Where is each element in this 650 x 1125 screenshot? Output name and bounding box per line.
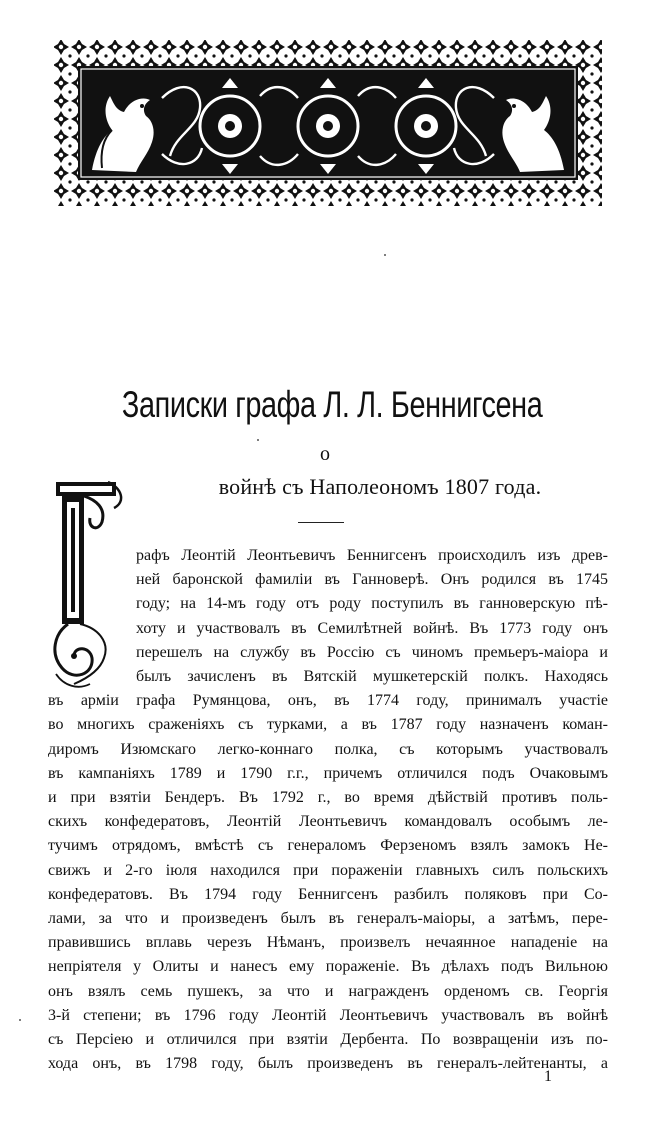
body-line [136, 665, 608, 689]
body-line [48, 738, 608, 762]
body-line-text: ней баронской фамиліи въ Ганноверѣ. Онъ родился въ 1745 [136, 571, 608, 589]
body-line [48, 762, 608, 786]
title-connector: о [320, 443, 330, 465]
body-line-text: хоту и участвовалъ въ Семилѣтней войнѣ. Въ 1773 году онъ [136, 619, 608, 637]
body-line-text: диромъ Изюмскаго легко-коннаго полка, съ которымъ участвовалъ [48, 740, 608, 758]
body-line [48, 786, 608, 810]
body-line-text: свижъ и 2-го іюля находился при пораженіи главныхъ силъ польскихъ [48, 861, 608, 879]
body-line [48, 834, 608, 858]
body-line [136, 641, 608, 665]
body-line [136, 617, 608, 641]
body-line [136, 592, 608, 616]
page-number: 1 [544, 1068, 552, 1085]
title-rule [298, 522, 344, 523]
body-line [48, 689, 608, 713]
body-line-text: во многихъ сраженіяхъ съ турками, а въ 1787 году назначенъ коман- [48, 716, 608, 734]
body-line [48, 1004, 608, 1028]
body-line-text: непріятеля у Олиты и нанесъ ему пораженіе. Въ дѣлахъ подъ Вильною [48, 958, 608, 976]
body-line-text: съ Персіею и отличился при взятіи Дербента. По возвращеніи изъ по- [48, 1031, 608, 1048]
body-line-text: году; на 14-мъ году отъ роду поступилъ въ ганноверскую пѣ- [136, 595, 608, 613]
body-line-text: въ кампаніяхъ 1789 и 1790 г.г., причемъ отличился подъ Очаковымъ [48, 764, 608, 782]
body-line-text: перешелъ на службу въ Россію съ чиномъ премьеръ-маіора и [136, 643, 608, 661]
body-line-text: правившись вплавь черезъ Нѣманъ, произвелъ нечаянное нападеніе на [48, 934, 608, 952]
body-line [48, 883, 608, 907]
body-line [48, 955, 608, 979]
body-line-text: тучимъ отрядомъ, вмѣстѣ съ генераломъ Ферзеномъ взялъ замокъ Не- [48, 837, 608, 855]
body-line [48, 859, 608, 883]
body-line-text: рафъ Леонтій Леонтьевичъ Беннигсенъ происходилъ изъ древ- [136, 547, 608, 564]
body-line-text: 3-й степени; въ 1796 году Леонтій Леонтьевичъ участвовалъ въ войнѣ [48, 1006, 608, 1024]
body-line [48, 1052, 608, 1076]
body-line [48, 810, 608, 834]
body-line-text: былъ зачисленъ въ Вятскій мушкетерскій полкъ. Находясь [136, 668, 608, 685]
body-line [136, 568, 608, 592]
body-line-text: хода онъ, въ 1798 году, былъ произведенъ въ генералъ-лейтенанты, а [48, 1055, 608, 1073]
body-line [48, 980, 608, 1004]
ornamental-headpiece [52, 38, 604, 208]
body-line [48, 1028, 608, 1052]
body-line-text: и при взятіи Бендеръ. Въ 1792 г., во время дѣйствій противъ поль- [48, 789, 608, 806]
body-line [48, 713, 608, 737]
drop-cap-ornament [44, 478, 130, 693]
body-line [48, 931, 608, 955]
body-line [48, 907, 608, 931]
body-line-text: въ арміи графа Румянцова, онъ, въ 1774 году, принималъ участіе [48, 692, 608, 710]
page-subtitle: войнѣ съ Наполеономъ 1807 года. [218, 474, 542, 499]
body-line-text: конфедератовъ. Въ 1794 году Беннигсенъ разбилъ поляковъ при Со- [48, 885, 608, 903]
body-line-text: скихъ конфедератовъ, Леонтій Леонтьевичъ командовалъ особымъ ле- [48, 813, 608, 831]
body-line [136, 544, 608, 568]
body-line-text: онъ взялъ семь пушекъ, за что и награжденъ орденомъ св. Георгія [48, 982, 608, 1000]
body-line-text: лами, за что и произведенъ былъ въ генералъ-маіоры, а затѣмъ, пере- [48, 910, 608, 927]
page-title: Записки графа Л. Л. Беннигсена [121, 384, 543, 425]
